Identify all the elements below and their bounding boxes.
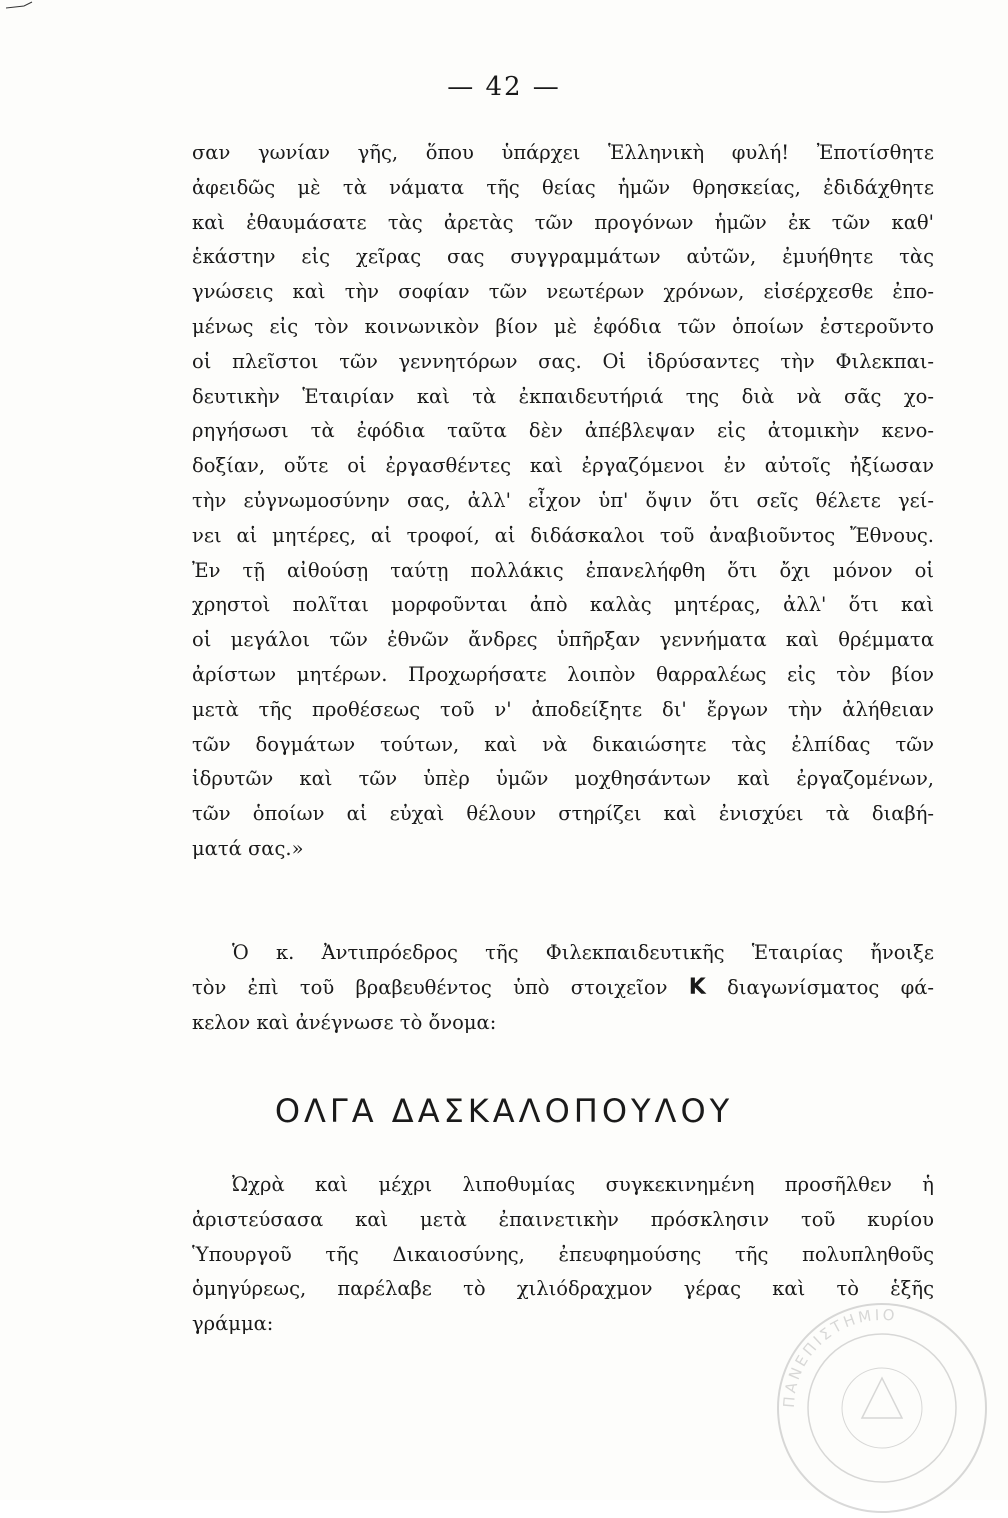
text-line: ἀριστεύσασα καὶ μετὰ ἐπαινετικὴν πρόσκλησιν τοῦ κυρίου <box>192 1207 934 1231</box>
seal-text: ΠΑΝΕΠΙΣΤΗΜΙΟ <box>779 1305 899 1409</box>
text-line: γράμμα: <box>192 1312 274 1336</box>
text-line: χρηστοὶ πολῖται μορφοῦνται ἀπὸ καλὰς μητέρας, ἀλλ' ὅτι καὶ <box>192 593 934 617</box>
text-fragment: τὸν ἐπὶ τοῦ βραβευθέντος ὑπὸ στοιχεῖον <box>192 975 668 999</box>
main-paragraph <box>192 136 934 867</box>
text-line: γνώσεις καὶ τὴν σοφίαν τῶν νεωτέρων χρόνων, εἰσέρχεσθε ἐπο- <box>192 280 934 304</box>
text-line: ρηγήσωσι τὰ ἐφόδια ταῦτα δὲν ἀπέβλεψαν εἰς ἀτομικὴν κενο- <box>192 419 934 443</box>
text-line: τῶν δογμάτων τούτων, καὶ νὰ δικαιώσητε τὰς ἐλπίδας τῶν <box>192 732 934 756</box>
text-line: Ὠχρὰ καὶ μέχρι λιποθυμίας συγκεκινημένη προσῆλθεν ἡ <box>232 1173 934 1196</box>
text-line: νει αἱ μητέρες, αἱ τροφοί, αἱ διδάσκαλοι τοῦ ἀναβιοῦντος Ἔθνους. <box>192 523 934 547</box>
text-line: μετὰ τῆς προθέσεως τοῦ ν' ἀποδείξητε δι' ἔργων τὴν ἀλήθειαν <box>192 697 934 721</box>
text-fragment: διαγωνίσματος φά- <box>727 975 934 999</box>
text-line: δευτικὴν Ἑταιρίαν καὶ τὰ ἐκπαιδευτήριά της διὰ νὰ σᾶς χο- <box>192 384 934 408</box>
text-line <box>192 971 934 1006</box>
text-line: ἑκάστην εἰς χεῖρας σας συγγραμμάτων αὐτῶν, ἐμυήθητε τὰς <box>192 245 934 269</box>
text-line: δοξίαν, οὔτε οἱ ἐργασθέντες καὶ ἐργαζόμενοι ἐν αὐτοῖς ἠξίωσαν <box>192 454 934 478</box>
text-line: μένως εἰς τὸν κοινωνικὸν βίον μὲ ἐφόδια τῶν ὁποίων ἐστεροῦντο <box>192 314 934 338</box>
university-seal-icon <box>772 1298 992 1518</box>
svg-text:ΠΑΝΕΠΙΣΤΗΜΙΟ <box>780 1306 898 1409</box>
text-line: τῶν ὁποίων αἱ εὐχαὶ θέλουν στηρίζει καὶ ἐνισχύει τὰ διαβή- <box>192 802 934 826</box>
text-line: κελον καὶ ἀνέγνωσε τὸ ὄνομα: <box>192 1010 497 1034</box>
text-line: Ὁ κ. Ἀντιπρόεδρος τῆς Φιλεκπαιδευτικῆς Ἑταιρίας ἤνοιξε <box>232 941 934 964</box>
text-line: ἱδρυτῶν καὶ τῶν ὑπὲρ ὑμῶν μοχθησάντων καὶ ἐργαζομένων, <box>192 767 934 791</box>
text-line: τὴν εὐγνωμοσύνην σας, ἀλλ' εἶχον ὑπ' ὄψιν ὅτι σεῖς θέλετε γεί- <box>192 488 934 512</box>
text-line: ἀρίστων μητέρων. Προχωρήσατε λοιπὸν θαρραλέως εἰς τὸν βίον <box>192 662 934 686</box>
text-line: σαν γωνίαν γῆς, ὅπου ὑπάρχει Ἑλληνικὴ φυλή! Ἐποτίσθητε <box>192 141 934 164</box>
text-line: Ἐν τῇ αἰθούσῃ ταύτῃ πολλάκις ἐπανελήφθη ὅτι ὄχι μόνον οἱ <box>192 558 934 582</box>
text-line: ἀφειδῶς μὲ τὰ νάματα τῆς θείας ἡμῶν θρησκείας, ἐδιδάχθητε <box>192 175 934 199</box>
announcement-paragraph <box>192 936 934 1040</box>
text-line: οἱ πλεῖστοι τῶν γεννητόρων σας. Οἱ ἱδρύσαντες τὴν Φιλεκπαι- <box>192 349 934 373</box>
winner-name-heading: ΟΛΓΑ ΔΑΣΚΑΛΟΠΟΥΛΟΥ <box>274 1092 734 1130</box>
page-number: — 42 — <box>447 72 561 102</box>
text-line: Ὑπουργοῦ τῆς Δικαιοσύνης, ἐπευφημούσης τῆς πολυπληθοῦς <box>192 1242 934 1266</box>
text-line: καὶ ἐθαυμάσατε τὰς ἀρετὰς τῶν προγόνων ἡμῶν ἐκ τῶν καθ' <box>192 210 934 234</box>
text-line: οἱ μεγάλοι τῶν ἐθνῶν ἄνδρες ὑπῆρξαν γεννήματα καὶ θρέμματα <box>192 628 934 652</box>
scan-edge-mark <box>6 0 36 10</box>
contest-letter: Κ <box>688 974 706 1000</box>
text-line: ὁμηγύρεως, παρέλαβε τὸ χιλιόδραχμον γέρας καὶ τὸ ἑξῆς <box>192 1277 934 1301</box>
text-line: ματά σας.» <box>192 836 304 860</box>
